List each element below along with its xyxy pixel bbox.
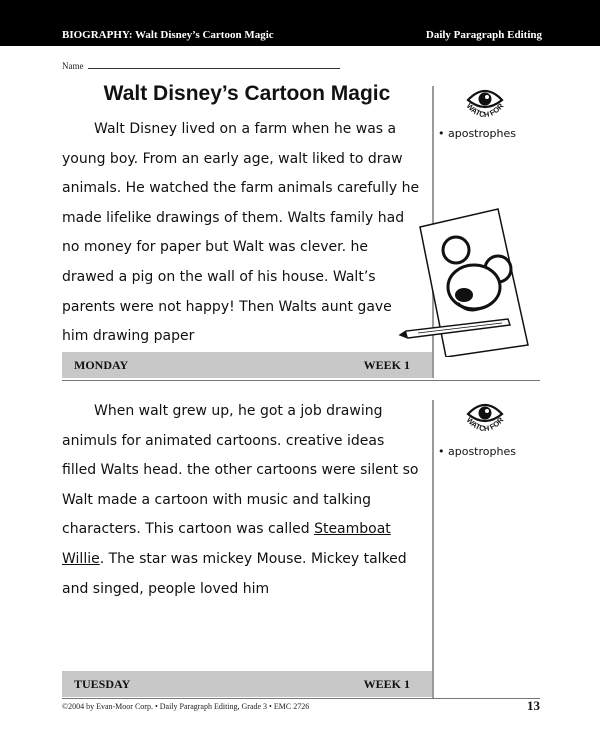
page-number: 13 [527, 698, 540, 713]
watch-for-label: WATCH FOR [464, 415, 506, 434]
week-label: WEEK 1 [363, 677, 410, 691]
paragraph-text: Walt Disney lived on a farm when he was a young boy. From an early age, walt liked to draw animals. He watched the farm animals carefully he made lifelike drawings of them. Walts family had no money for paper but Walt was clever. he drawed a pig on the wall of his house. Walt’s parents were not happy! Then Walts aunt gave him drawing paper [62, 121, 420, 345]
section-divider [62, 380, 540, 381]
name-line[interactable] [88, 68, 340, 69]
tip-apostrophes: • apostrophes [438, 445, 516, 458]
underlined-title: Steamboat Willie [62, 521, 391, 567]
day-label: MONDAY [74, 358, 129, 372]
footer-copyright: ©2004 by Evan-Moor Corp. • Daily Paragraph Editing, Grade 3 • EMC 2726 [62, 702, 310, 711]
day-label: TUESDAY [74, 677, 131, 691]
header-series: Daily Paragraph Editing [425, 29, 542, 41]
week-label: WEEK 1 [363, 358, 410, 372]
day-bar-tuesday [62, 671, 432, 697]
page-title: Walt Disney’s Cartoon Magic [103, 82, 391, 105]
section-divider [62, 698, 540, 699]
paragraph-tuesday [62, 397, 422, 604]
name-label: Name [62, 61, 84, 71]
header-topic: BIOGRAPHY: Walt Disney’s Cartoon Magic [62, 29, 274, 41]
watch-for-label: WATCH FOR [464, 101, 506, 120]
paragraph-text-after: . The star was mickey Mouse. Mickey talked and singed, people loved him [62, 550, 407, 597]
header-bar [0, 0, 600, 46]
eye-icon [462, 398, 508, 438]
paragraph-monday [62, 115, 422, 352]
eye-icon [462, 84, 508, 124]
tip-apostrophes: • apostrophes [438, 127, 516, 140]
mouse-drawing-icon [398, 207, 530, 357]
day-bar-monday [62, 352, 432, 378]
column-divider [432, 400, 434, 698]
paragraph-text-before: When walt grew up, he got a job drawing animuls for animated cartoons. creative ideas filled Walts head. the other cartoons were silent so Walt made a cartoon with music and talking characters. This cartoon was called [62, 403, 419, 538]
